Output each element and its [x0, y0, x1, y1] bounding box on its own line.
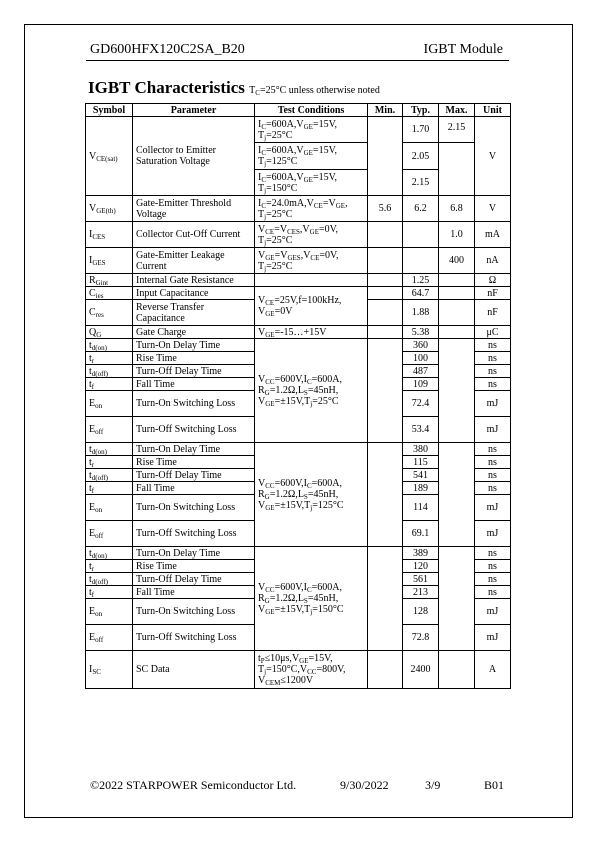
parameter-cell: Internal Gate Resistance: [133, 274, 255, 287]
typ-cell: 69.1: [403, 521, 439, 547]
parameter-cell: Turn-Off Switching Loss: [133, 521, 255, 547]
igbt-characteristics-table: [85, 103, 511, 689]
symbol-cell: $t_{d(on)}$: [86, 339, 133, 352]
symbol-cell: $t_r$: [86, 352, 133, 365]
condition-cell: $V_{CC}=600V,I_C=600A$, $R_G=1.2\Omega,L_S=45nH$, $V_{GE}=\pm 15V,T_j=150^\circ C$: [255, 547, 368, 651]
typ-cell: 53.4: [403, 417, 439, 443]
col-max: Max.: [439, 104, 475, 117]
parameter-cell: SC Data: [133, 651, 255, 689]
typ-cell: 189: [403, 482, 439, 495]
parameter-cell: Rise Time: [133, 352, 255, 365]
table-row: [86, 339, 511, 352]
footer-date: 9/30/2022: [340, 778, 389, 792]
parameter-cell: Collector to Emitter Saturation Voltage: [133, 117, 255, 196]
parameter-cell: Reverse Transfer Capacitance: [133, 300, 255, 326]
symbol-cell: $I_{CES}$: [86, 222, 133, 248]
section-title: [88, 78, 380, 98]
typ-cell: 72.4: [403, 391, 439, 417]
unit-cell: V: [475, 196, 511, 222]
max-cell: [439, 274, 475, 287]
min-cell: [368, 287, 403, 300]
min-cell: [368, 300, 403, 326]
unit-cell: nF: [475, 287, 511, 300]
table-row: [86, 443, 511, 456]
typ-cell: 120: [403, 560, 439, 573]
condition-cell: $I_C=600A,V_{GE}=15V$, $T_j=25^\circ C$: [255, 117, 368, 143]
typ-cell: 389: [403, 547, 439, 560]
parameter-cell: Rise Time: [133, 560, 255, 573]
max-cell: [439, 143, 475, 196]
unit-cell: ns: [475, 456, 511, 469]
header-rule: [86, 60, 509, 61]
symbol-cell: $E_{off}$: [86, 521, 133, 547]
parameter-cell: Turn-Off Switching Loss: [133, 625, 255, 651]
typ-cell: 2.15: [403, 170, 439, 196]
typ-cell: 109: [403, 378, 439, 391]
min-cell: 5.6: [368, 196, 403, 222]
footer-copyright: ©2022 STARPOWER Semiconductor Ltd.: [90, 778, 297, 792]
unit-cell: μC: [475, 326, 511, 339]
max-cell: [439, 547, 475, 651]
parameter-cell: Turn-On Switching Loss: [133, 599, 255, 625]
symbol-cell: $t_f$: [86, 378, 133, 391]
parameter-cell: Fall Time: [133, 482, 255, 495]
parameter-cell: Turn-On Switching Loss: [133, 391, 255, 417]
symbol-cell: $I_{GES}$: [86, 248, 133, 274]
max-cell: [439, 443, 475, 547]
footer-revision: B01: [484, 778, 505, 792]
unit-cell: nA: [475, 248, 511, 274]
symbol-cell: $I_{SC}$: [86, 651, 133, 689]
unit-cell: ns: [475, 560, 511, 573]
condition-cell: $I_C=600A,V_{GE}=15V$, $T_j=125^\circ C$: [255, 143, 368, 170]
typ-cell: 561: [403, 573, 439, 586]
condition-cell: $V_{GE}=-15\dots+15V$: [255, 326, 368, 339]
max-cell: [439, 651, 475, 689]
symbol-cell: $t_r$: [86, 456, 133, 469]
min-cell: [368, 547, 403, 651]
typ-cell: 487: [403, 365, 439, 378]
max-cell: 2.15: [439, 117, 475, 143]
title-main: IGBT Characteristics: [88, 78, 245, 97]
unit-cell: mA: [475, 222, 511, 248]
unit-cell: ns: [475, 378, 511, 391]
unit-cell: ns: [475, 365, 511, 378]
symbol-cell: $E_{on}$: [86, 391, 133, 417]
typ-cell: 1.70: [403, 117, 439, 143]
table-row: [86, 196, 511, 222]
col-min: Min.: [368, 104, 403, 117]
unit-cell: ns: [475, 339, 511, 352]
table-row: [86, 274, 511, 287]
table-row: [86, 326, 511, 339]
table-row: [86, 287, 511, 300]
condition-cell: [255, 274, 368, 287]
title-condition: $T_C=25^\circ C$ unless otherwise noted: [249, 85, 380, 97]
typ-cell: 2400: [403, 651, 439, 689]
table-row: [86, 248, 511, 274]
max-cell: [439, 300, 475, 326]
symbol-cell: $t_{d(on)}$: [86, 443, 133, 456]
table-body: [86, 117, 511, 689]
typ-cell: 115: [403, 456, 439, 469]
unit-cell: ns: [475, 482, 511, 495]
symbol-cell: $t_f$: [86, 586, 133, 599]
typ-cell: [403, 248, 439, 274]
unit-cell: ns: [475, 573, 511, 586]
min-cell: [368, 339, 403, 443]
condition-cell: $V_{GE}=V_{GES},V_{CE}=0V$, $T_j=25^\circ C$: [255, 248, 368, 274]
parameter-cell: Gate-Emitter Threshold Voltage: [133, 196, 255, 222]
symbol-cell: $E_{off}$: [86, 625, 133, 651]
unit-cell: mJ: [475, 417, 511, 443]
typ-cell: 213: [403, 586, 439, 599]
max-cell: [439, 287, 475, 300]
symbol-cell: $t_f$: [86, 482, 133, 495]
module-type: IGBT Module: [423, 42, 503, 57]
unit-cell: mJ: [475, 625, 511, 651]
symbol-cell: $R_{Gint}$: [86, 274, 133, 287]
col-test-conditions: Test Conditions: [255, 104, 368, 117]
unit-cell: ns: [475, 469, 511, 482]
parameter-cell: Turn-On Switching Loss: [133, 495, 255, 521]
parameter-cell: Fall Time: [133, 378, 255, 391]
parameter-cell: Turn-On Delay Time: [133, 443, 255, 456]
parameter-cell: Input Capacitance: [133, 287, 255, 300]
condition-cell: $V_{CC}=600V,I_C=600A$, $R_G=1.2\Omega,L_S=45nH$, $V_{GE}=\pm 15V,T_j=25^\circ C$: [255, 339, 368, 443]
table-row: [86, 222, 511, 248]
typ-cell: 2.05: [403, 143, 439, 170]
symbol-cell: $V_{CE(sat)}$: [86, 117, 133, 196]
typ-cell: 360: [403, 339, 439, 352]
min-cell: [368, 117, 403, 196]
symbol-cell: $t_{d(off)}$: [86, 573, 133, 586]
unit-cell: nF: [475, 300, 511, 326]
min-cell: [368, 248, 403, 274]
max-cell: [439, 339, 475, 443]
parameter-cell: Turn-Off Switching Loss: [133, 417, 255, 443]
symbol-cell: $C_{ies}$: [86, 287, 133, 300]
parameter-cell: Gate-Emitter Leakage Current: [133, 248, 255, 274]
unit-cell: V: [475, 117, 511, 196]
max-cell: [439, 326, 475, 339]
parameter-cell: Turn-Off Delay Time: [133, 469, 255, 482]
max-cell: 400: [439, 248, 475, 274]
symbol-cell: $t_{d(off)}$: [86, 365, 133, 378]
parameter-cell: Gate Charge: [133, 326, 255, 339]
unit-cell: ns: [475, 547, 511, 560]
parameter-cell: Turn-On Delay Time: [133, 339, 255, 352]
typ-cell: 64.7: [403, 287, 439, 300]
min-cell: [368, 222, 403, 248]
symbol-cell: $C_{res}$: [86, 300, 133, 326]
table-row: [86, 651, 511, 689]
parameter-cell: Fall Time: [133, 586, 255, 599]
condition-cell: $V_{CE}=V_{CES},V_{GE}=0V$, $T_j=25^\circ C$: [255, 222, 368, 248]
unit-cell: ns: [475, 443, 511, 456]
table-row: [86, 117, 511, 143]
col-unit: Unit: [475, 104, 511, 117]
parameter-cell: Collector Cut-Off Current: [133, 222, 255, 248]
min-cell: [368, 326, 403, 339]
condition-cell: $V_{CE}=25V,f=100kHz$, $V_{GE}=0V$: [255, 287, 368, 326]
condition-cell: $V_{CC}=600V,I_C=600A$, $R_G=1.2\Omega,L_S=45nH$, $V_{GE}=\pm 15V,T_j=125^\circ C$: [255, 443, 368, 547]
symbol-cell: $t_r$: [86, 560, 133, 573]
typ-cell: 128: [403, 599, 439, 625]
typ-cell: 100: [403, 352, 439, 365]
min-cell: [368, 443, 403, 547]
unit-cell: mJ: [475, 521, 511, 547]
footer-page: 3/9: [425, 778, 441, 792]
symbol-cell: $E_{off}$: [86, 417, 133, 443]
condition-cell: $I_C=600A,V_{GE}=15V$, $T_j=150^\circ C$: [255, 170, 368, 196]
unit-cell: mJ: [475, 599, 511, 625]
condition-cell: $t_P\le 10\mu s,V_{GE}=15V$, $T_j=150^\circ C,V_{CC}=800V$, $V_{CEM}\le 1200V$: [255, 651, 368, 689]
typ-cell: 114: [403, 495, 439, 521]
typ-cell: 72.8: [403, 625, 439, 651]
symbol-cell: $V_{GE(th)}$: [86, 196, 133, 222]
typ-cell: 5.38: [403, 326, 439, 339]
unit-cell: A: [475, 651, 511, 689]
typ-cell: [403, 222, 439, 248]
min-cell: [368, 274, 403, 287]
col-typ: Typ.: [403, 104, 439, 117]
typ-cell: 380: [403, 443, 439, 456]
condition-cell: $I_C=24.0mA,V_{CE}=V_{GE}$, $T_j=25^\circ C$: [255, 196, 368, 222]
parameter-cell: Turn-On Delay Time: [133, 547, 255, 560]
typ-cell: 541: [403, 469, 439, 482]
symbol-cell: $E_{on}$: [86, 599, 133, 625]
typ-cell: 1.88: [403, 300, 439, 326]
table-row: [86, 547, 511, 560]
min-cell: [368, 651, 403, 689]
symbol-cell: $t_{d(on)}$: [86, 547, 133, 560]
typ-cell: 6.2: [403, 196, 439, 222]
max-cell: 1.0: [439, 222, 475, 248]
table-header-row: [86, 104, 511, 117]
unit-cell: mJ: [475, 495, 511, 521]
parameter-cell: Rise Time: [133, 456, 255, 469]
max-cell: 6.8: [439, 196, 475, 222]
parameter-cell: Turn-Off Delay Time: [133, 365, 255, 378]
unit-cell: ns: [475, 586, 511, 599]
col-symbol: Symbol: [86, 104, 133, 117]
unit-cell: mJ: [475, 391, 511, 417]
col-parameter: Parameter: [133, 104, 255, 117]
part-number: GD600HFX120C2SA_B20: [90, 42, 245, 57]
symbol-cell: $t_{d(off)}$: [86, 469, 133, 482]
unit-cell: Ω: [475, 274, 511, 287]
unit-cell: ns: [475, 352, 511, 365]
symbol-cell: $Q_G$: [86, 326, 133, 339]
symbol-cell: $E_{on}$: [86, 495, 133, 521]
typ-cell: 1.25: [403, 274, 439, 287]
parameter-cell: Turn-Off Delay Time: [133, 573, 255, 586]
